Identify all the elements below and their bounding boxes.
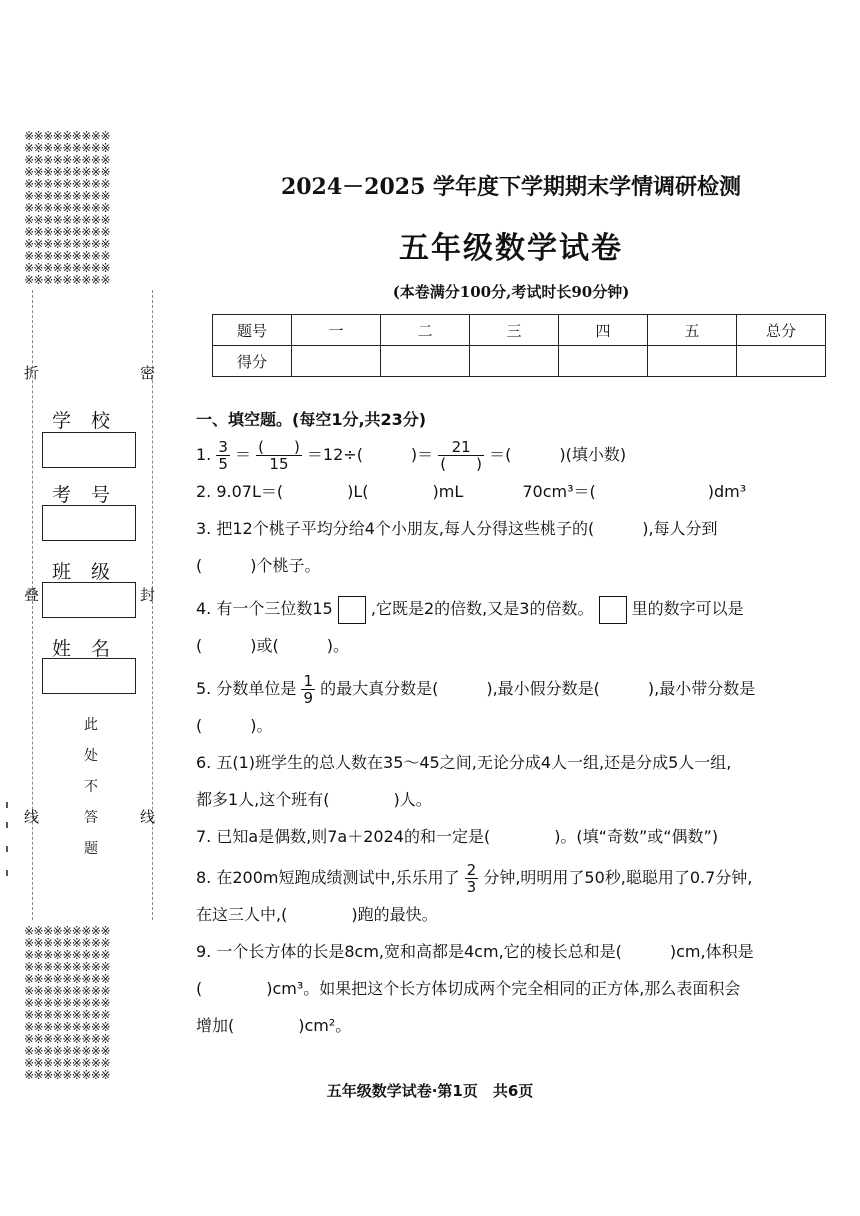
score-header-cell: 题号 bbox=[213, 315, 292, 346]
school-field[interactable] bbox=[42, 432, 136, 468]
question-6 bbox=[196, 744, 826, 818]
score-cell[interactable] bbox=[292, 346, 381, 377]
name-label: 姓名 bbox=[51, 638, 130, 660]
question-text: 7. 已知a是偶数,则7a＋2024的和一定是( )。(填“奇数”或“偶数”) bbox=[196, 827, 719, 846]
score-row-label: 得分 bbox=[213, 346, 292, 377]
exam-no-field[interactable] bbox=[42, 505, 136, 541]
score-cell[interactable] bbox=[470, 346, 559, 377]
question-3 bbox=[196, 510, 826, 584]
stack-right-text: 封 bbox=[140, 586, 156, 604]
score-header-cell: 五 bbox=[648, 315, 737, 346]
score-header-cell: 三 bbox=[470, 315, 559, 346]
binding-margin bbox=[24, 130, 154, 1080]
score-header-cell: 总分 bbox=[737, 315, 826, 346]
score-cell[interactable] bbox=[381, 346, 470, 377]
score-table-score-row bbox=[213, 346, 826, 377]
fraction bbox=[465, 862, 479, 895]
question-text: 5. 分数单位是 bbox=[196, 679, 297, 698]
numerator: 3 bbox=[218, 438, 228, 456]
denominator: 5 bbox=[218, 455, 228, 473]
question-5 bbox=[196, 670, 826, 744]
digit-box[interactable] bbox=[599, 596, 627, 624]
margin-tick bbox=[6, 846, 8, 852]
exam-body bbox=[196, 170, 826, 1044]
numerator: 2 bbox=[466, 861, 477, 879]
question-text: ＝( )(填小数) bbox=[489, 445, 627, 464]
margin-tick bbox=[6, 870, 8, 876]
margin-tick bbox=[6, 822, 8, 828]
fold-right-text: 密 bbox=[140, 364, 156, 382]
question-8 bbox=[196, 859, 826, 933]
exam-no-label: 考号 bbox=[51, 484, 130, 506]
numerator: 1 bbox=[303, 672, 313, 690]
class-field[interactable] bbox=[42, 582, 136, 618]
question-text: 里的数字可以是 bbox=[631, 599, 744, 618]
question-text: ,它既是2的倍数,又是3的倍数。 bbox=[370, 599, 594, 618]
no-answer-char: 题 bbox=[84, 841, 98, 857]
question-text: 9. 一个长方体的长是8cm,宽和高都是4cm,它的棱长总和是( )cm,体积是 bbox=[196, 942, 754, 961]
denominator: 9 bbox=[303, 689, 313, 707]
question-text: ( )个桃子。 bbox=[196, 556, 321, 575]
question-text: 6. 五(1)班学生的总人数在35～45之间,无论分成4人一组,还是分成5人一组, bbox=[196, 753, 732, 772]
no-answer-char: 此 bbox=[84, 717, 98, 733]
fraction bbox=[301, 673, 315, 706]
exam-subtitle: 五年级数学试卷 bbox=[399, 231, 623, 266]
pattern-top: ※※※※※※※※※ ※※※※※※※※※ ※※※※※※※※※ ※※※※※※※※※ ※※※※※※※※※ ※※※※※※※※※ ※※※※※※※※※ ※※※※※※※※※ ※※※※※※※※※ ※※※※※※※※※ ※※※※※※※※※ ※※※※※※※※※ ※※※※※※※※※ bbox=[24, 129, 110, 287]
question-text: 70cm³＝( )dm³ bbox=[522, 482, 747, 501]
school-label: 学校 bbox=[51, 410, 130, 432]
numerator: 21 bbox=[438, 439, 484, 456]
question-2 bbox=[196, 473, 826, 510]
pattern-bottom: ※※※※※※※※※ ※※※※※※※※※ ※※※※※※※※※ ※※※※※※※※※ ※※※※※※※※※ ※※※※※※※※※ ※※※※※※※※※ ※※※※※※※※※ ※※※※※※※※※ ※※※※※※※※※ ※※※※※※※※※ ※※※※※※※※※ ※※※※※※※※※ bbox=[24, 924, 110, 1082]
class-label: 班级 bbox=[51, 561, 130, 583]
question-text: 8. 在200m短跑成绩测试中,乐乐用了 bbox=[196, 868, 460, 887]
line-left-text: 线 bbox=[24, 808, 40, 826]
denominator: 15 bbox=[269, 455, 289, 473]
digit-box[interactable] bbox=[338, 596, 366, 624]
question-text: 都多1人,这个班有( )人。 bbox=[196, 790, 432, 809]
question-number: 1. bbox=[196, 445, 212, 464]
question-text: ( )cm³。如果把这个长方体切成两个完全相同的正方体,那么表面积会 bbox=[196, 979, 741, 998]
section-heading: 一、填空题。(每空1分,共23分) bbox=[196, 410, 427, 429]
score-header-cell: 四 bbox=[559, 315, 648, 346]
numerator-blank[interactable]: ( ) bbox=[258, 438, 300, 456]
denominator: 3 bbox=[466, 878, 477, 896]
score-cell[interactable] bbox=[648, 346, 737, 377]
question-text: 在这三人中,( )跑的最快。 bbox=[196, 905, 438, 924]
question-7 bbox=[196, 818, 826, 855]
no-answer-notice bbox=[84, 710, 100, 865]
question-text: ( )。 bbox=[196, 716, 273, 735]
exam-note: (本卷满分100分,考试时长90分钟) bbox=[392, 283, 630, 301]
question-1 bbox=[196, 436, 826, 473]
no-answer-char: 处 bbox=[84, 748, 98, 764]
margin-tick bbox=[6, 802, 8, 808]
question-text: 增加( )cm²。 bbox=[196, 1016, 352, 1035]
score-cell[interactable] bbox=[737, 346, 826, 377]
fraction bbox=[216, 439, 230, 472]
fraction bbox=[438, 439, 484, 472]
no-answer-char: 不 bbox=[84, 779, 98, 795]
score-table bbox=[212, 314, 826, 377]
question-text: 3. 把12个桃子平均分给4个小朋友,每人分得这些桃子的( ),每人分到 bbox=[196, 519, 718, 538]
name-field[interactable] bbox=[42, 658, 136, 694]
fold-left-text: 折 bbox=[24, 364, 40, 382]
score-header-cell: 一 bbox=[292, 315, 381, 346]
score-cell[interactable] bbox=[559, 346, 648, 377]
score-header-cell: 二 bbox=[381, 315, 470, 346]
exam-title: 2024－2025 学年度下学期期末学情调研检测 bbox=[280, 174, 742, 200]
question-text: ＝12÷( )＝ bbox=[306, 445, 434, 464]
denominator-blank[interactable]: ( ) bbox=[440, 455, 482, 473]
question-9 bbox=[196, 933, 826, 1044]
question-text: 2. 9.07L＝( )L( )mL bbox=[196, 482, 464, 501]
question-text: 的最大真分数是( ),最小假分数是( ),最小带分数是 bbox=[320, 679, 756, 698]
score-table-header-row bbox=[213, 315, 826, 346]
question-text: 分钟,明明用了50秒,聪聪用了0.7分钟, bbox=[483, 868, 753, 887]
question-4 bbox=[196, 590, 826, 664]
no-answer-char: 答 bbox=[84, 810, 98, 826]
stack-left-text: 叠 bbox=[24, 586, 40, 604]
question-text: 4. 有一个三位数15 bbox=[196, 599, 333, 618]
equals-sign: ＝ bbox=[235, 445, 252, 464]
line-right-text: 线 bbox=[140, 808, 156, 826]
question-text: ( )或( )。 bbox=[196, 636, 349, 655]
page-footer: 五年级数学试卷·第1页 共6页 bbox=[326, 1082, 534, 1100]
fraction bbox=[256, 439, 302, 472]
